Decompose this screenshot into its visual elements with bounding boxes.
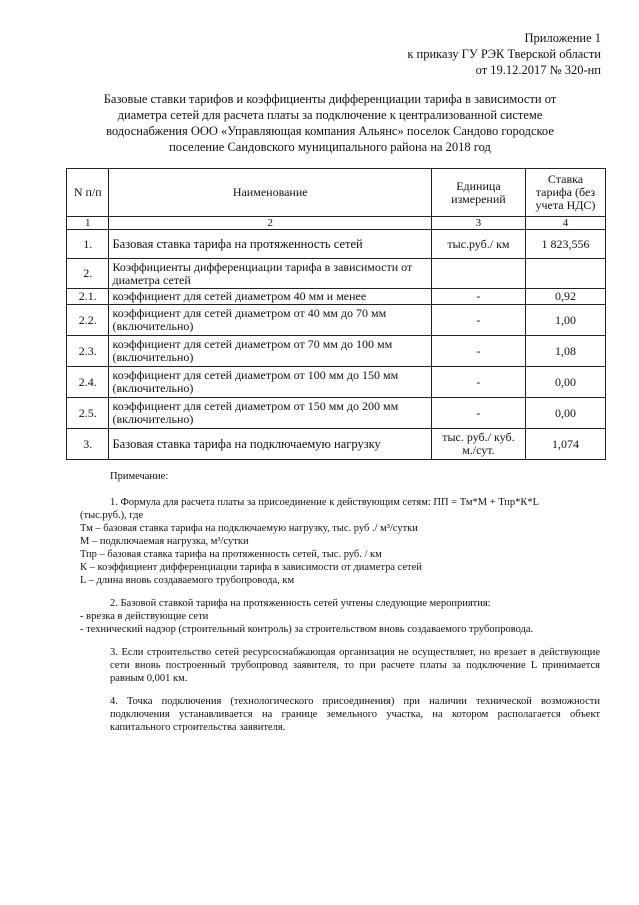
order-reference: к приказу ГУ РЭК Тверской области — [407, 47, 601, 61]
row-name: Базовая ставка тарифа на протяженность сетей — [109, 230, 431, 259]
appendix-header — [407, 30, 601, 78]
row-name: коэффициент для сетей диаметром от 40 мм до 70 мм (включительно) — [109, 305, 431, 336]
index-cell: 1 — [67, 217, 109, 230]
table-row — [67, 336, 606, 367]
row-num: 2.2. — [67, 305, 109, 336]
index-cell: 2 — [109, 217, 431, 230]
row-name: Коэффициенты дифференциации тарифа в зависимости от диаметра сетей — [109, 259, 431, 289]
row-rate: 1,00 — [525, 305, 605, 336]
title-line: Базовые ставки тарифов и коэффициенты дифференциации тарифа в зависимости от — [103, 92, 557, 106]
header-unit: Единица измерений — [431, 169, 525, 217]
row-num: 2.4. — [67, 367, 109, 398]
row-unit: - — [431, 398, 525, 429]
row-num: 2.3. — [67, 336, 109, 367]
row-name: Базовая ставка тарифа на подключаемую нагрузку — [109, 429, 431, 460]
row-num: 3. — [67, 429, 109, 460]
notes-heading: Примечание: — [110, 471, 169, 482]
row-unit: - — [431, 367, 525, 398]
row-unit — [431, 259, 525, 289]
row-rate: 0,00 — [525, 398, 605, 429]
row-unit: - — [431, 305, 525, 336]
table-row — [67, 230, 606, 259]
row-rate: 1,08 — [525, 336, 605, 367]
note-1-def: L – длина вновь создаваемого трубопровода, км — [80, 575, 295, 586]
note-1-formula: 1. Формула для расчета платы за присоединение к действующим сетям: ПП = Тм*М + Тпр*К*L — [110, 497, 540, 508]
header-rate: Ставка тарифа (без учета НДС) — [525, 169, 605, 217]
table-row — [67, 367, 606, 398]
note-2: 2. Базовой ставкой тарифа на протяженность сетей учтены следующие мероприятия: — [110, 598, 491, 609]
document-title — [70, 91, 590, 155]
note-1-def: К – коэффициент дифференциации тарифа в зависимости от диаметра сетей — [80, 562, 422, 573]
row-rate: 1 823,556 — [525, 230, 605, 259]
note-1-def: М – подключаемая нагрузка, м³/сутки — [80, 536, 249, 547]
row-unit: - — [431, 336, 525, 367]
row-rate: 0,92 — [525, 289, 605, 305]
row-name: коэффициент для сетей диаметром 40 мм и менее — [109, 289, 431, 305]
table-row — [67, 429, 606, 460]
title-line: поселение Сандовского муниципального района на 2018 год — [169, 140, 491, 154]
order-date: от 19.12.2017 № 320-нп — [475, 63, 601, 77]
note-2-item: - врезка в действующие сети — [80, 611, 209, 622]
row-unit: тыс.руб./ км — [431, 230, 525, 259]
table-row — [67, 289, 606, 305]
note-1-def: Тпр – базовая ставка тарифа на протяженность сетей, тыс. руб. / км — [80, 549, 382, 560]
table-row — [67, 259, 606, 289]
table-header-row — [67, 169, 606, 217]
table-row — [67, 398, 606, 429]
index-cell: 4 — [525, 217, 605, 230]
row-unit: тыс. руб./ куб. м./сут. — [431, 429, 525, 460]
row-name: коэффициент для сетей диаметром от 150 мм до 200 мм (включительно) — [109, 398, 431, 429]
row-rate: 0,00 — [525, 367, 605, 398]
row-num: 2. — [67, 259, 109, 289]
note-4: 4. Точка подключения (технологического присоединения) при наличии технической возможности подключения устанавливается на границе земельного участка, на котором располагается объект капитального строительства заявителя. — [110, 696, 600, 733]
row-num: 2.5. — [67, 398, 109, 429]
row-rate: 1,074 — [525, 429, 605, 460]
header-num: N п/п — [67, 169, 109, 217]
note-1-formula-cont: (тыс.руб.), где — [80, 510, 144, 521]
tariff-table — [66, 168, 606, 460]
note-2-item: - технический надзор (строительный контроль) за строительством вновь создаваемого трубопровода. — [80, 624, 534, 635]
appendix-title: Приложение 1 — [524, 31, 601, 45]
row-name: коэффициент для сетей диаметром от 100 мм до 150 мм (включительно) — [109, 367, 431, 398]
note-3: 3. Если строительство сетей ресурсоснабжающая организация не осуществляет, но врезает в действующие сети вновь построенный трубопровод заявителя, то при расчете платы за подключение L принимается равным 0,001 км. — [110, 647, 600, 684]
row-num: 2.1. — [67, 289, 109, 305]
table-row — [67, 305, 606, 336]
row-rate — [525, 259, 605, 289]
header-name: Наименование — [109, 169, 431, 217]
table-index-row — [67, 217, 606, 230]
title-line: водоснабжения ООО «Управляющая компания Альянс» поселок Сандово городское — [106, 124, 554, 138]
note-1-def: Тм – базовая ставка тарифа на подключаемую нагрузку, тыс. руб ./ м³/сутки — [80, 523, 418, 534]
row-unit: - — [431, 289, 525, 305]
row-name: коэффициент для сетей диаметром от 70 мм до 100 мм (включительно) — [109, 336, 431, 367]
row-num: 1. — [67, 230, 109, 259]
title-line: диаметра сетей для расчета платы за подключение к централизованной системе — [117, 108, 543, 122]
index-cell: 3 — [431, 217, 525, 230]
notes-section — [80, 470, 600, 734]
